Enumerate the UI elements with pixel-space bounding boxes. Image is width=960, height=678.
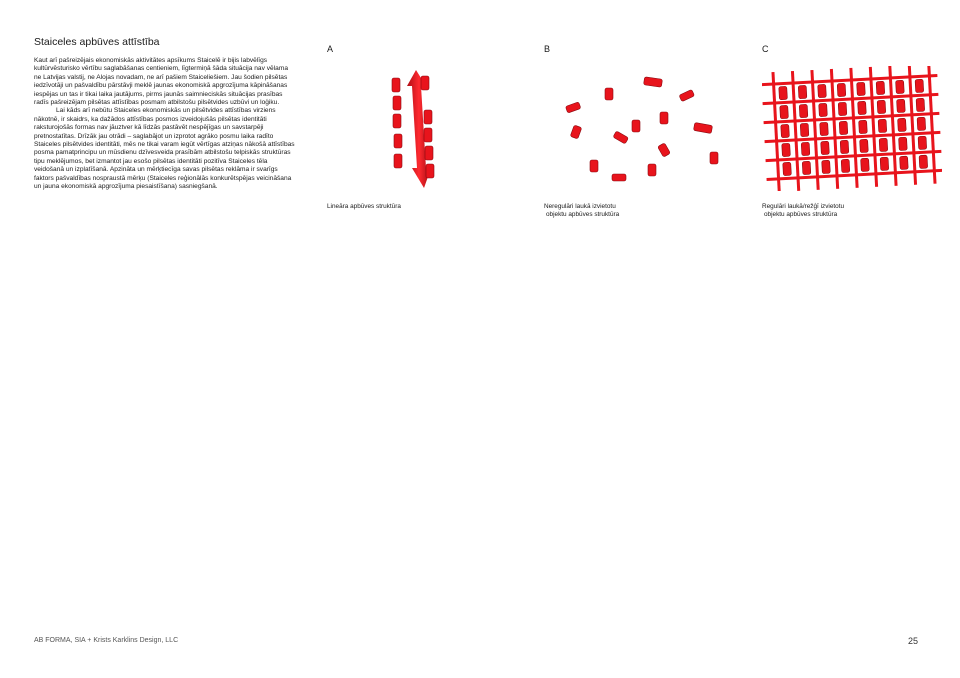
building-block: [613, 131, 629, 144]
building-block: [660, 112, 668, 124]
building-block: [392, 78, 400, 92]
diagram-c-label: C: [762, 44, 769, 54]
building-block: [421, 76, 429, 90]
building-block: [837, 83, 846, 96]
building-block: [425, 146, 433, 160]
building-block: [679, 89, 695, 101]
building-block: [590, 160, 598, 172]
building-block: [710, 152, 718, 164]
building-block: [570, 125, 582, 139]
building-block: [781, 124, 790, 137]
building-block: [841, 159, 850, 172]
building-block: [818, 84, 827, 97]
diagram-b-label: B: [544, 44, 551, 54]
building-block: [916, 98, 925, 111]
building-block: [915, 79, 924, 92]
building-block: [876, 81, 885, 94]
building-block: [819, 103, 828, 116]
building-block: [800, 123, 809, 136]
diagram-c-caption: Regulāri laukā/režģī izvietotu objektu apbūves struktūra: [762, 203, 845, 218]
building-block: [801, 142, 810, 155]
diagram-a-linear-structure: [380, 66, 460, 191]
building-block: [839, 121, 848, 134]
building-block: [798, 85, 807, 98]
building-block: [424, 110, 432, 124]
building-block: [802, 161, 811, 174]
diagram-b-caption: Neregulāri laukā izvietotu objektu apbūves struktūra: [544, 203, 620, 218]
building-block: [820, 122, 829, 135]
building-block: [859, 120, 868, 133]
building-block: [861, 158, 870, 171]
diagram-b-irregular-structure: [560, 66, 725, 191]
building-block: [860, 139, 869, 152]
building-block: [693, 122, 712, 133]
building-block: [612, 174, 626, 181]
building-block: [393, 114, 401, 128]
building-block: [648, 164, 656, 176]
building-block: [393, 96, 401, 110]
building-block: [878, 119, 887, 132]
building-block: [900, 156, 909, 169]
building-block: [838, 102, 847, 115]
building-block: [605, 88, 613, 100]
building-block: [644, 77, 663, 87]
grid-street: [927, 66, 936, 184]
building-block: [919, 155, 928, 168]
building-block: [877, 100, 886, 113]
building-block: [426, 164, 434, 178]
building-block: [857, 82, 866, 95]
building-block: [394, 154, 402, 168]
page-number: 25: [908, 636, 919, 646]
building-block: [632, 120, 640, 132]
building-block: [565, 102, 581, 113]
building-block: [782, 143, 791, 156]
building-block: [799, 104, 808, 117]
building-block: [917, 117, 926, 130]
building-block: [899, 137, 908, 150]
building-block: [424, 128, 432, 142]
building-block: [898, 118, 907, 131]
page-title: Staiceles apbūves attīstība: [34, 36, 160, 48]
building-block: [918, 136, 927, 149]
building-block: [822, 160, 831, 173]
building-block: [821, 141, 830, 154]
diagram-c-grid-structure: [762, 66, 942, 191]
building-block: [780, 105, 789, 118]
building-block: [783, 162, 792, 175]
paragraph-2: Lai kāds arī nebūtu Staiceles ekonomiskās un pilsētvides attīstības virziens nākotnē, ir skaidrs, ka dažādos attīstības posmos izveidojušās pilsētas identitāti raksturojošās formas nav jāuztver kā līdzās pastāvēt nespējīgas un savstarpēji pretnostatītas. Drīzāk jau otrādi – saglabājot un izprotot agrāko posmu laika radīto Staiceles pilsētvides identitāti, mēs ne tikai varam iegūt vērtīgas atziņas nākošā attīstības posma pamatprincipu un mūsdienu dzīvesveida prasībām atbilstošu telpiskās struktūras tipu meklējumos, bet izmantot jau esošo pilsētas identitāti pozitīva Staiceles tēla veidošanā un izplatīšanā. Apzināta un mērķtiecīga savas pilsētas reklāma ir svarīgs faktors pašvaldības nospraustā mērķu (Staiceles reģionālās konkurētspējas veicināšana un jauna ekonomiskā apgrozījuma piesaistīšana) sasniegšanā.: [34, 107, 295, 191]
building-block: [840, 140, 849, 153]
building-block: [658, 143, 671, 157]
body-text: [34, 57, 296, 192]
building-block: [779, 86, 788, 99]
building-block: [879, 138, 888, 151]
building-block: [880, 157, 889, 170]
footer-credit: AB FORMA, SIA + Krists Karklins Design, LLC: [34, 637, 179, 644]
paragraph-1: Kaut arī pašreizējais ekonomiskās aktivitātes apsīkums Staicelē ir bijis labvēlīgs kultūrvēsturisko vērtību saglabāšanas centieniem, līgtermiņā šāda situācija nav vēlama ne Latvijas valstij, ne Alojas novadam, ne arī pašiem Staiceliešiem. Jau šodien pilsētas iedzīvotāji un pašvaldību pārstāvji meklē jaunas ekonomiskā apgrozījuma kāpināšanas iespējas un tas ir tikai laika jautājums, pirms jaunās saimnieciskās situācijas prasības radīs pašreizējam pilsētas attīstības posmam atbilstošu pilsētvides uzbūvi un loģiku.: [34, 57, 288, 107]
building-block: [897, 99, 906, 112]
diagram-a-label: A: [327, 44, 334, 54]
building-block: [394, 134, 402, 148]
building-block: [896, 80, 905, 93]
diagram-a-caption: Lineāra apbūves struktūra: [327, 203, 401, 210]
building-block: [858, 101, 867, 114]
